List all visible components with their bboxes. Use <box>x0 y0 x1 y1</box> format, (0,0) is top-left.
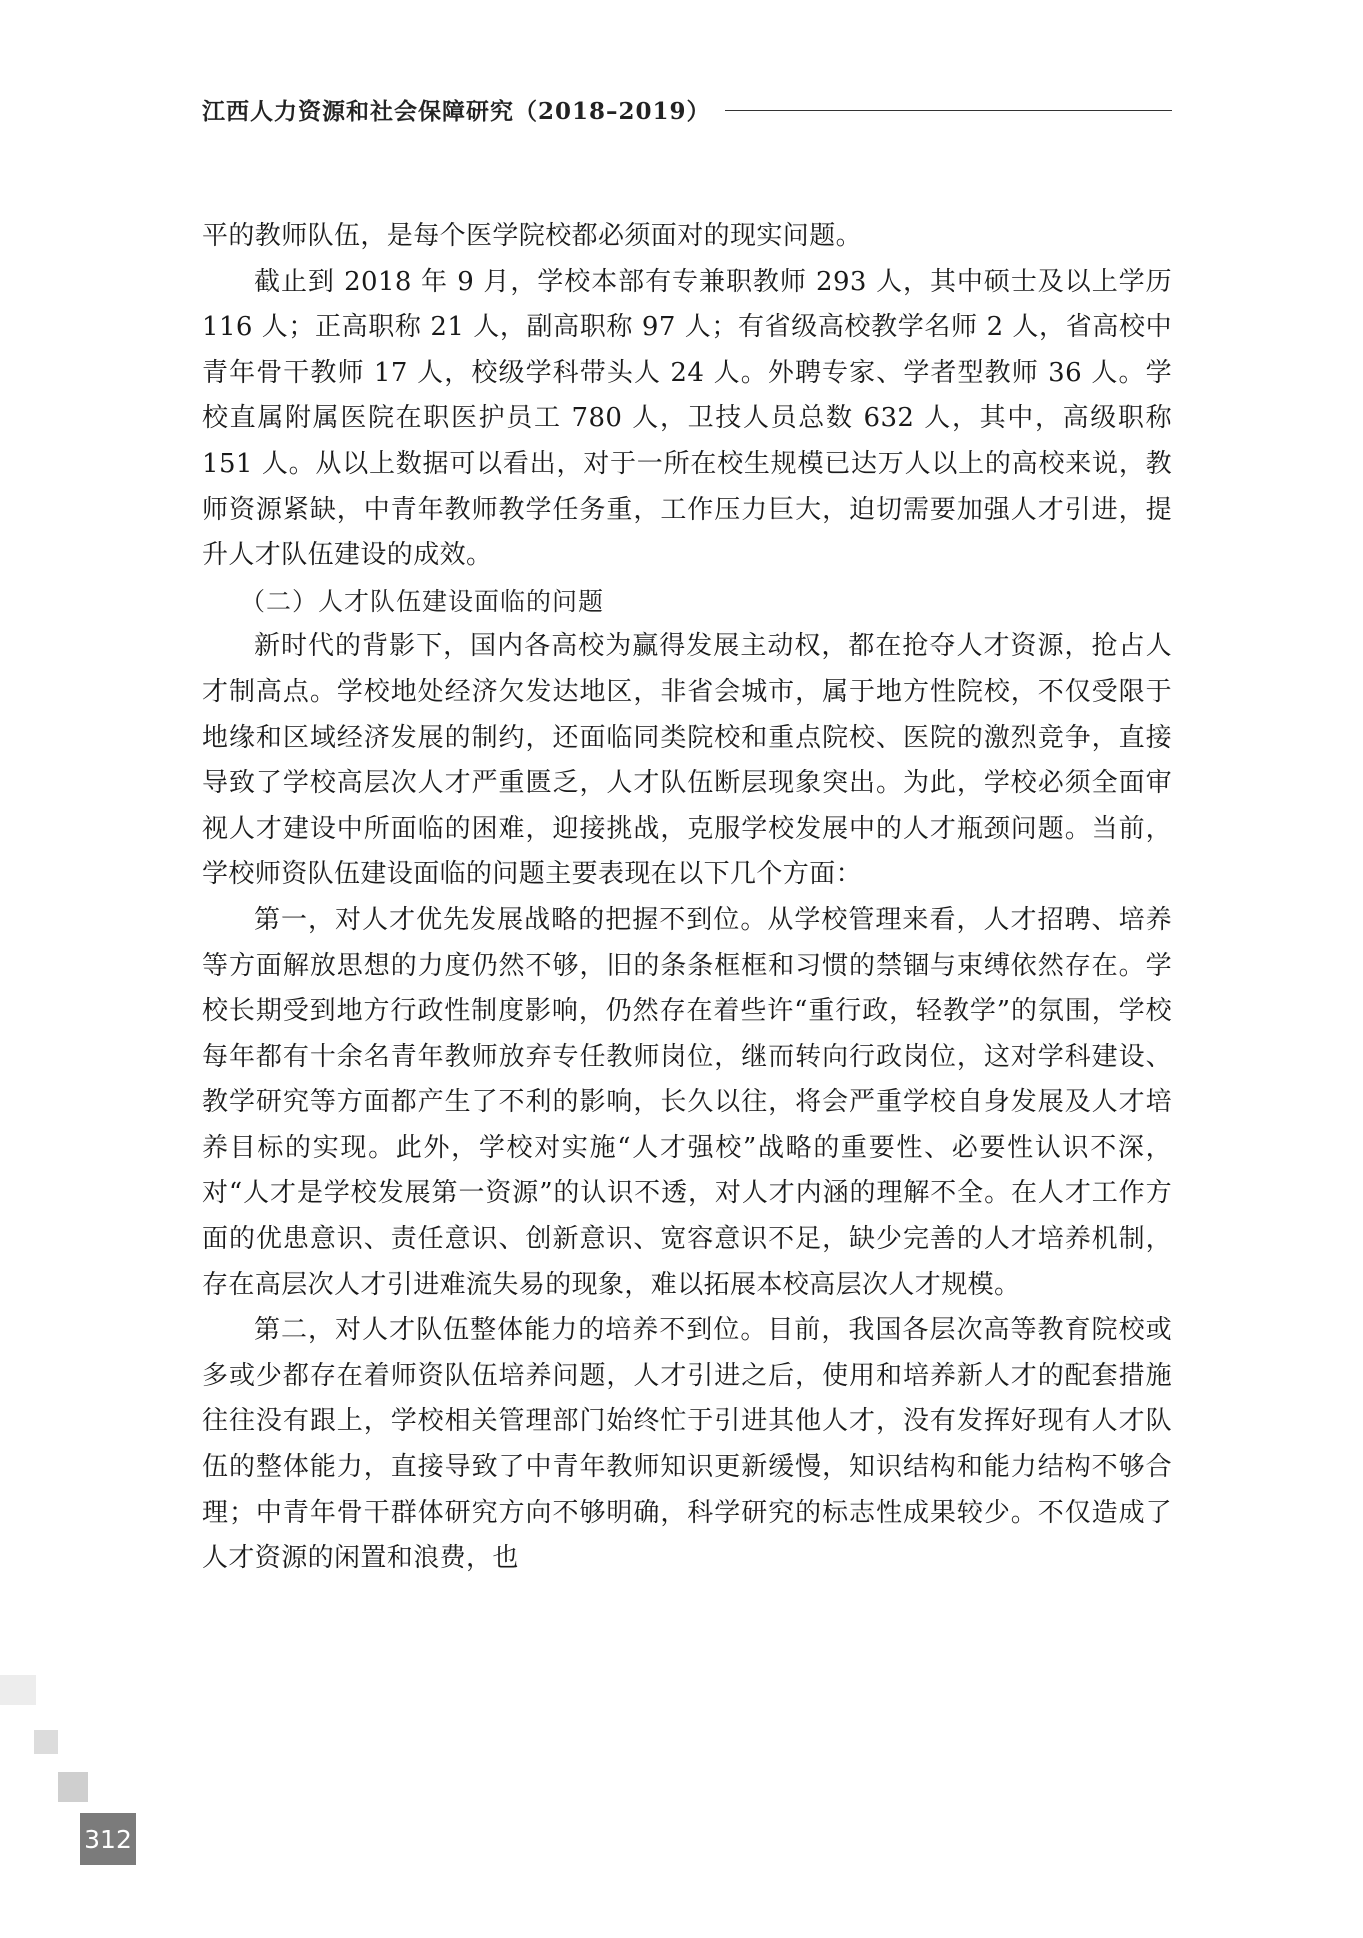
paragraph-continuation: 平的教师队伍，是每个医学院校都必须面对的现实问题。 <box>202 221 863 251</box>
paragraph-second-issue: 第二，对人才队伍整体能力的培养不到位。目前，我国各层次高等教育院校或多或少都存在着师资队伍培养问题，人才引进之后，使用和培养新人才的配套措施往往没有跟上，学校相关管理部门始终忙于引进其他人才，没有发挥好现有人才队伍的整体能力，直接导致了中青年教师知识更新缓慢，知识结构和能力结构不够合理；中青年骨干群体研究方向不够明确，科学研究的标志性成果较少。不仅造成了人才资源的闲置和浪费，也 <box>202 1315 1172 1574</box>
page-number-badge <box>80 1813 136 1865</box>
header-rule <box>725 110 1172 111</box>
section-subheading: （二）人才队伍建设面临的问题 <box>240 586 605 616</box>
running-header <box>202 92 1172 126</box>
decorative-square <box>34 1730 58 1754</box>
page-number: 312 <box>84 1824 132 1854</box>
paragraph-staff-statistics: 截止到 2018 年 9 月，学校本部有专兼职教师 293 人，其中硕士及以上学历 116 人；正高职称 21 人，副高职称 97 人；有省级高校教学名师 2 人，省高校中青年骨干教师 17 人，校级学科带头人 24 人。外聘专家、学者型教师 36 人。学校直属附属医院在职医护员工 780 人，卫技人员总数 632 人，其中，高级职称 151 人。从以上数据可以看出，对于一所在校生规模已达万人以上的高校来说，教师资源紧缺，中青年教师教学任务重，工作压力巨大，迫切需要加强人才引进，提升人才队伍建设的成效。 <box>202 266 1172 571</box>
body-text <box>202 214 1172 1582</box>
decorative-square <box>58 1772 88 1802</box>
paragraph-context: 新时代的背影下，国内各高校为赢得发展主动权，都在抢夺人才资源，抢占人才制高点。学校地处经济欠发达地区，非省会城市，属于地方性院校，不仅受限于地缘和区域经济发展的制约，还面临同类院校和重点院校、医院的激烈竞争，直接导致了学校高层次人才严重匮乏，人才队伍断层现象突出。为此，学校必须全面审视人才建设中所面临的困难，迎接挑战，克服学校发展中的人才瓶颈问题。当前，学校师资队伍建设面临的问题主要表现在以下几个方面： <box>202 631 1172 890</box>
paragraph-first-issue: 第一，对人才优先发展战略的把握不到位。从学校管理来看，人才招聘、培养等方面解放思想的力度仍然不够，旧的条条框框和习惯的禁锢与束缚依然存在。学校长期受到地方行政性制度影响，仍然存在着些许“重行政，轻教学”的氛围，学校每年都有十余名青年教师放弃专任教师岗位，继而转向行政岗位，这对学科建设、教学研究等方面都产生了不利的影响，长久以往，将会严重学校自身发展及人才培养目标的实现。此外，学校对实施“人才强校”战略的重要性、必要性认识不深，对“人才是学校发展第一资源”的认识不透，对人才内涵的理解不全。在人才工作方面的优患意识、责任意识、创新意识、宽容意识不足，缺少完善的人才培养机制，存在高层次人才引进难流失易的现象，难以拓展本校高层次人才规模。 <box>202 904 1172 1300</box>
decorative-square <box>0 1675 36 1705</box>
book-title: 江西人力资源和社会保障研究（2018–2019） <box>202 97 711 125</box>
